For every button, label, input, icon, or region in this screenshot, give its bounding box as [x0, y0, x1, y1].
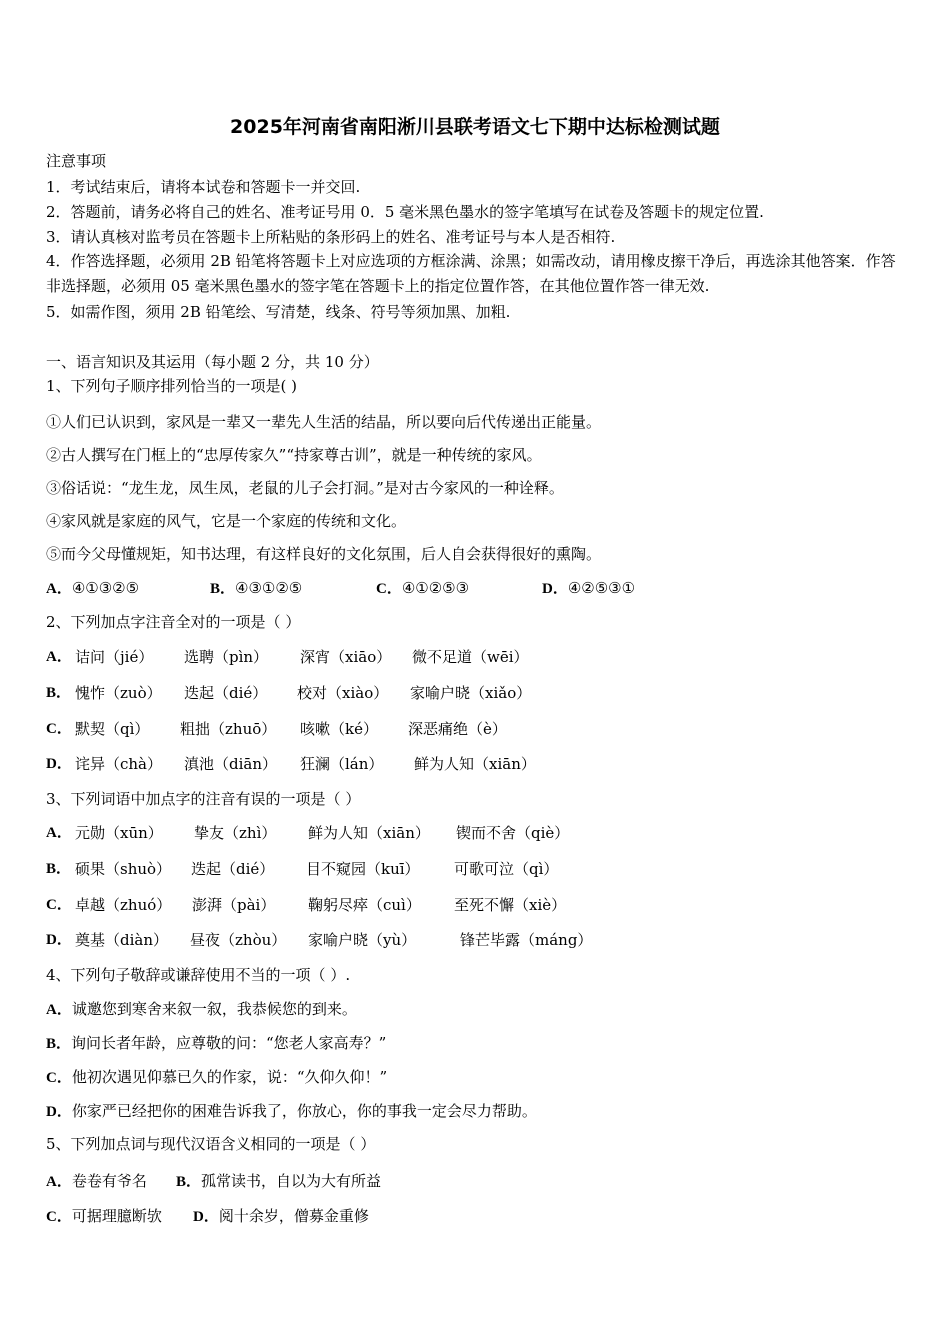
option-d: D．阅十余岁，僧募金重修 [193, 1207, 369, 1225]
option-key: C． [46, 897, 72, 913]
question-stem: 2、下列加点字注音全对的一项是（ ） [46, 613, 301, 631]
option-a: A．④①③②⑤ [46, 579, 140, 597]
option-item: 锲而不舍（qiè） [456, 824, 570, 842]
option-item: 元勋（xūn） [75, 824, 163, 842]
option-item: 家喻户晓（xiǎo） [410, 684, 532, 702]
notice-item: 1．考试结束后，请将本试卷和答题卡一并交回. [46, 178, 361, 196]
option-item: 选聘（pìn） [184, 648, 269, 666]
option-item: 滇池（diān） [184, 755, 278, 773]
option-item: 深恶痛绝（è） [408, 720, 507, 738]
option-item: 可歌可泣（qì） [454, 860, 559, 878]
sentence-line: ④家风就是家庭的风气，它是一个家庭的传统和文化。 [46, 512, 407, 530]
option-key: A． [46, 649, 72, 665]
option-item: 愧怍（zuò） [75, 684, 162, 702]
option-item: 目不窥园（kuī） [306, 860, 420, 878]
option-c: C．④①②⑤③ [376, 579, 470, 597]
option-item: 卓越（zhuó） [75, 896, 172, 914]
option-item: 粗拙（zhuō） [180, 720, 277, 738]
option-item: 挚友（zhì） [194, 824, 277, 842]
option-item: 锋芒毕露（máng） [460, 931, 593, 949]
sentence-line: ⑤而今父母懂规矩，知书达理，有这样良好的文化氛围，后人自会获得很好的熏陶。 [46, 545, 602, 563]
option-item: 家喻户晓（yù） [308, 931, 417, 949]
page-title: 2025年河南省南阳淅川县联考语文七下期中达标检测试题 [230, 116, 720, 138]
option-item: 硕果（shuò） [75, 860, 172, 878]
option-item: 狂澜（lán） [300, 755, 384, 773]
notice-item: 3．请认真核对监考员在答题卡上所粘贴的条形码上的姓名、准考证号与本人是否相符. [46, 228, 616, 246]
question-stem: 4、下列句子敬辞或谦辞使用不当的一项（ ）. [46, 966, 351, 984]
option-key: B． [46, 861, 72, 877]
notice-item: 4．作答选择题，必须用 2B 铅笔将答题卡上对应选项的方框涂满、涂黑；如需改动，请用橡皮擦干净后，再选涂其他答案．作答非选择题，必须用 05 毫米黑色墨水的签字笔在答题卡上的指定位置作答，在其他位置作答一律无效. [46, 252, 896, 295]
option-b: B．④③①②⑤ [210, 579, 303, 597]
sentence-line: ①人们已认识到，家风是一辈又一辈先人生活的结晶，所以要向后代传递出正能量。 [46, 413, 602, 431]
option-item: 至死不懈（xiè） [454, 896, 567, 914]
option-a: A．卷卷有爷名 [46, 1172, 147, 1190]
option-d: D．你家严已经把你的困难告诉我了，你放心，你的事我一定会尽力帮助。 [46, 1102, 537, 1120]
option-item: 校对（xiào） [297, 684, 389, 702]
notice-heading: 注意事项 [46, 152, 107, 170]
option-item: 微不足道（wēi） [412, 648, 529, 666]
question-stem: 1、下列句子顺序排列恰当的一项是( ) [46, 377, 298, 395]
option-item: 昼夜（zhòu） [190, 931, 287, 949]
option-item: 深宵（xiāo） [300, 648, 392, 666]
option-item: 奠基（diàn） [75, 931, 169, 949]
option-item: 咳嗽（ké） [300, 720, 378, 738]
option-item: 澎湃（pài） [192, 896, 276, 914]
option-item: 默契（qì） [75, 720, 150, 738]
option-item: 诘问（jié） [75, 648, 154, 666]
option-a: A．诚邀您到寒舍来叙一叙，我恭候您的到来。 [46, 1000, 357, 1018]
question-stem: 3、下列词语中加点字的注音有误的一项是（ ） [46, 790, 361, 808]
option-item: 鲜为人知（xiān） [414, 755, 536, 773]
option-key: B． [46, 685, 72, 701]
sentence-line: ③俗话说：“龙生龙，凤生凤，老鼠的儿子会打洞。”是对古今家风的一种诠释。 [46, 479, 564, 497]
option-item: 鲜为人知（xiān） [308, 824, 430, 842]
option-key: D． [46, 756, 72, 772]
option-c: C．他初次遇见仰慕已久的作家，说：“久仰久仰！” [46, 1068, 388, 1086]
option-item: 鞠躬尽瘁（cuì） [308, 896, 421, 914]
option-c: C．可据理臆断欤 [46, 1207, 162, 1225]
option-key: D． [46, 932, 72, 948]
notice-item: 5．如需作图，须用 2B 铅笔绘、写清楚，线条、符号等须加黑、加粗. [46, 303, 511, 321]
option-item: 迭起（dié） [184, 684, 268, 702]
option-item: 诧异（chà） [75, 755, 163, 773]
sentence-line: ②古人撰写在门框上的“忠厚传家久”“持家尊古训”，就是一种传统的家风。 [46, 446, 542, 464]
notice-item: 2．答题前，请务必将自己的姓名、准考证号用 0．5 毫米黑色墨水的签字笔填写在试卷及答题卡的规定位置. [46, 203, 764, 221]
option-item: 迭起（dié） [191, 860, 275, 878]
section-heading: 一、语言知识及其运用（每小题 2 分，共 10 分） [46, 353, 379, 371]
option-key: C． [46, 721, 72, 737]
option-b: B．孤常读书，自以为大有所益 [176, 1172, 382, 1190]
option-d: D．④②⑤③① [542, 579, 636, 597]
option-key: A． [46, 825, 72, 841]
option-b: B．询问长者年龄，应尊敬的问：“您老人家高寿？” [46, 1034, 387, 1052]
question-stem: 5、下列加点词与现代汉语含义相同的一项是（ ） [46, 1135, 376, 1153]
